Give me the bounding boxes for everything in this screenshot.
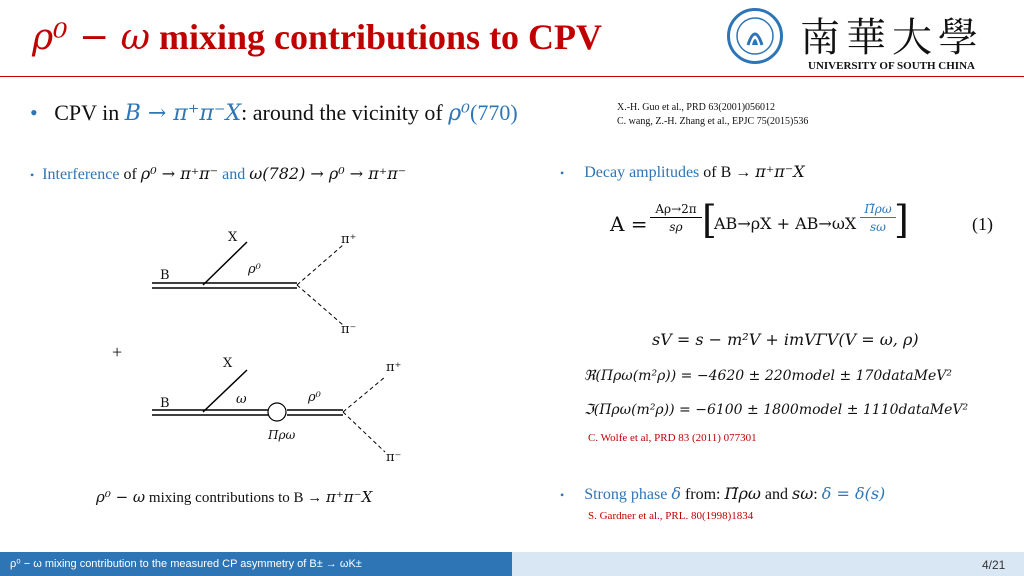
d2-piminus-line xyxy=(343,412,385,452)
feynman-diagrams xyxy=(0,220,520,480)
main-middle: : around the vicinity of xyxy=(241,100,449,125)
d2-omega-label: ω xyxy=(236,392,247,407)
eq-term1: AB→ρX + AB→ωX xyxy=(714,214,857,233)
bullet-dot: • xyxy=(30,100,38,125)
sv-equation: sV = s − m²V + imVΓV(V = ω, ρ) xyxy=(652,330,919,349)
re-equation: ℜ(Πρω(m²ρ)) = −4620 ± 220model ± 170dataMeV² xyxy=(584,368,952,384)
d1-x-label: X xyxy=(228,230,238,245)
university-name-en: UNIVERSITY OF SOUTH CHINA xyxy=(808,60,975,72)
ref-wolfe: C. Wolfe et al, PRD 83 (2011) 077301 xyxy=(588,432,757,444)
page-title xyxy=(32,16,602,58)
page-number: 4/21 xyxy=(982,558,1006,572)
d1-piplus-label: π⁺ xyxy=(341,232,357,247)
title-text: mixing contributions to CPV xyxy=(150,17,603,57)
eq-frac-num: Aρ→2π xyxy=(650,202,702,218)
decay2: ω(782) → ρ⁰ → π⁺π⁻ xyxy=(249,164,407,183)
caption-math: ρ⁰ − ω xyxy=(96,488,146,506)
main-decay: B → π⁺π⁻X xyxy=(124,101,242,126)
d2-rho-label: ρ⁰ xyxy=(308,390,321,405)
footer-text: ρ⁰ − ω mixing contribution to the measured CP asymmetry of B± → ωK± xyxy=(10,558,362,570)
caption-text: mixing contributions to B → xyxy=(145,490,327,506)
strong-phase-bullet xyxy=(560,484,885,504)
eq-pi-num: Π̃ρω xyxy=(860,202,896,218)
strong-label: Strong phase xyxy=(584,486,668,503)
eq-pi-den: sω xyxy=(870,220,886,234)
eq-lhs: A = xyxy=(610,212,648,236)
d1-x-line xyxy=(203,242,247,285)
eq-bracket-left: [ xyxy=(702,198,717,242)
footer-bar-right xyxy=(512,552,1024,576)
d1-rho-label: ρ⁰ xyxy=(248,262,261,277)
university-seal-icon xyxy=(727,8,783,64)
strong-delta-eq: δ = δ(s) xyxy=(821,484,886,503)
strong-from: from: xyxy=(680,486,725,503)
title-math: ρ⁰ − ω xyxy=(32,17,151,58)
eq-fraction xyxy=(650,202,702,234)
eq-frac-den: sρ xyxy=(669,220,683,234)
interference-of: of xyxy=(119,166,141,183)
decay-process: π⁺π⁻X xyxy=(755,162,805,181)
interference-label: Interference xyxy=(42,166,120,183)
eq-number: (1) xyxy=(972,214,993,234)
eq-bracket-right: ] xyxy=(894,198,909,242)
main-bullet xyxy=(30,100,518,126)
ref-gardner: S. Gardner et al., PRL. 80(1998)1834 xyxy=(588,510,754,522)
strong-colon: : xyxy=(813,486,818,503)
d2-piminus-label: π⁻ xyxy=(386,450,402,465)
bullet-dot: • xyxy=(560,166,565,180)
bullet-dot: • xyxy=(30,168,35,182)
main-prefix: CPV in xyxy=(54,100,125,125)
header-divider xyxy=(0,76,1024,77)
ref-guo: X.-H. Guo et al., PRD 63(2001)056012 xyxy=(617,102,776,113)
d2-x-label: X xyxy=(223,356,233,371)
diagram-1 xyxy=(152,242,343,325)
d2-mixing-vertex xyxy=(268,403,286,421)
ref-wang: C. wang, Z.-H. Zhang et al., EPJC 75(2015)536 xyxy=(617,116,809,127)
plus-sign: + xyxy=(112,342,123,362)
decay-label: Decay amplitudes xyxy=(584,164,700,181)
university-name-cn: 南華大學 xyxy=(800,15,984,61)
strong-and: and xyxy=(760,486,793,503)
decay-of: of B → xyxy=(699,164,756,181)
interference-and: and xyxy=(218,166,250,183)
strong-s-omega: sω xyxy=(792,484,814,503)
d1-b-label: B xyxy=(160,268,170,283)
eq-pi-fraction xyxy=(860,202,896,234)
strong-pi-tilde: Π̃ρω xyxy=(724,484,761,503)
d2-b-label: B xyxy=(160,396,170,411)
diagram-caption xyxy=(96,488,372,507)
d1-piminus-line xyxy=(297,285,343,325)
im-equation: ℑ(Πρω(m²ρ)) = −6100 ± 1800model ± 1110dataMeV² xyxy=(584,402,969,418)
d2-piplus-line xyxy=(343,377,385,412)
strong-delta: δ xyxy=(671,484,681,503)
d2-pi-rho-omega-label: Πρω xyxy=(268,428,296,442)
decay1: ρ⁰ → π⁺π⁻ xyxy=(140,164,219,183)
main-mass: (770) xyxy=(470,100,518,125)
d1-piminus-label: π⁻ xyxy=(341,322,357,337)
bullet-dot: • xyxy=(560,488,565,502)
decay-amplitudes-bullet xyxy=(560,162,805,182)
interference-bullet xyxy=(30,164,406,184)
d1-piplus-line xyxy=(297,245,343,285)
d2-piplus-label: π⁺ xyxy=(386,360,402,375)
caption-decay: π⁺π⁻X xyxy=(326,488,373,506)
main-rho: ρ⁰ xyxy=(448,101,471,126)
